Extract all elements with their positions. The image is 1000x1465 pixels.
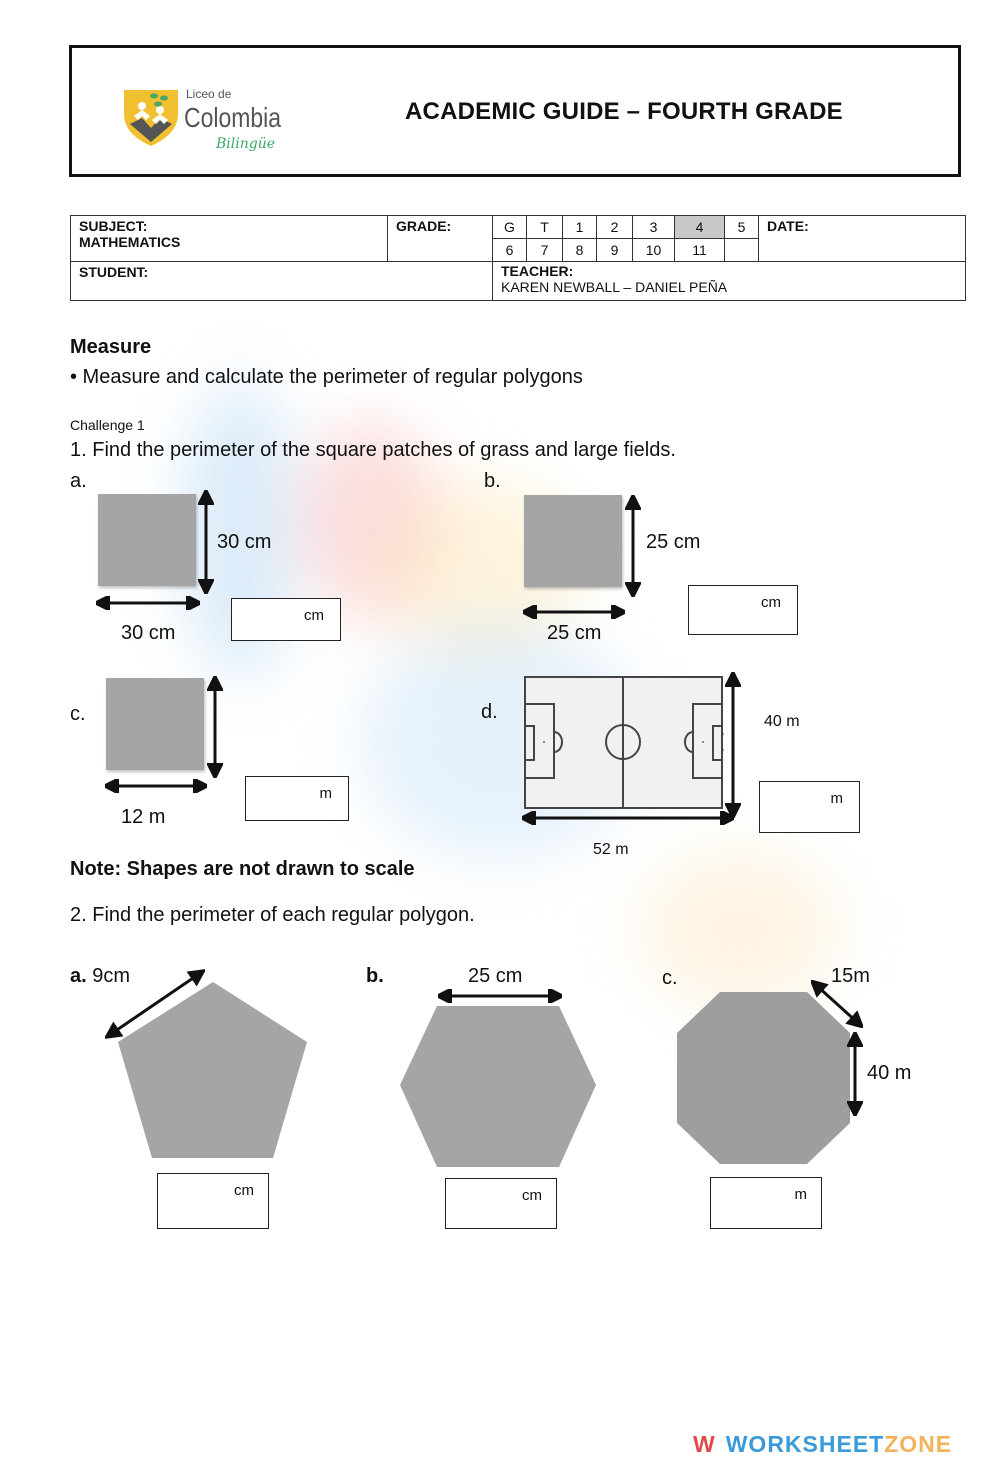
answer-box-2a[interactable] (157, 1173, 269, 1229)
item-1b-label: b. (484, 470, 501, 492)
logo-text-colombia: Colombia (184, 102, 281, 133)
side-label-horizontal: 12 m (121, 806, 166, 828)
grade-option[interactable]: 3 (633, 216, 675, 239)
note-text: Note: Shapes are not drawn to scale (70, 858, 415, 880)
answer-unit: cm (761, 594, 781, 611)
square-shape (98, 494, 196, 586)
worksheetzone-logo[interactable] (693, 1431, 952, 1458)
answer-unit: cm (522, 1187, 542, 1204)
grade-option[interactable]: G (493, 216, 527, 239)
side-label-vertical: 40 m (764, 713, 800, 730)
item-2a-label: a. (70, 965, 87, 987)
side-label-horizontal: 52 m (593, 841, 629, 858)
grade-label: GRADE: (388, 216, 493, 262)
vertical-dimension-arrow-icon (625, 495, 641, 597)
vertical-dimension-arrow-icon (198, 490, 214, 594)
square-shape (524, 495, 622, 587)
item-1d-label: d. (481, 701, 498, 723)
section-heading: Measure (70, 336, 152, 358)
logo-text-liceo: Liceo de (186, 87, 232, 101)
square-shape (106, 678, 204, 770)
item-1c-label: c. (70, 703, 86, 725)
subject-cell (71, 216, 388, 262)
horizontal-dimension-arrow-icon (523, 605, 625, 619)
answer-box-1c[interactable] (245, 776, 349, 821)
school-shield-logo-icon (120, 84, 182, 148)
answer-unit: cm (304, 607, 324, 624)
w-logo-icon: W (693, 1431, 716, 1457)
subject-value: MATHEMATICS (79, 234, 181, 250)
subject-label: SUBJECT: (79, 218, 148, 234)
teacher-value: KAREN NEWBALL – DANIEL PEÑA (501, 279, 728, 295)
brand-part-1: WORKSHEET (725, 1431, 885, 1457)
brand-part-2: ZONE (884, 1431, 953, 1457)
side-label: 9cm (92, 965, 131, 987)
teacher-label: TEACHER: (501, 263, 574, 279)
logo-text-bilingue: Bilingüe (216, 136, 276, 152)
octagon-shape (676, 991, 851, 1165)
grade-option[interactable]: 8 (563, 239, 597, 262)
item-2c-label: c. (662, 967, 678, 989)
item-1a-label: a. (70, 470, 87, 492)
info-table (70, 215, 966, 301)
horizontal-dimension-arrow-icon (105, 779, 207, 793)
side-label: 25 cm (468, 965, 523, 987)
student-field[interactable] (71, 262, 493, 301)
vertical-dimension-arrow-icon (847, 1032, 863, 1116)
grade-option-selected[interactable]: 4 (675, 216, 725, 239)
side-label-horizontal: 30 cm (121, 622, 176, 644)
grade-option[interactable]: 11 (675, 239, 725, 262)
answer-box-1d[interactable] (759, 781, 860, 833)
answer-box-2b[interactable] (445, 1178, 557, 1229)
horizontal-dimension-arrow-icon (438, 989, 562, 1003)
grade-option[interactable]: 7 (527, 239, 563, 262)
date-field[interactable] (759, 216, 966, 262)
objective-bullet: • Measure and calculate the perimeter of regular polygons (70, 366, 583, 388)
challenge-label: Challenge 1 (70, 417, 145, 433)
side-label-vertical: 30 cm (217, 531, 272, 553)
grade-option[interactable]: 2 (597, 216, 633, 239)
pentagon-shape (115, 980, 310, 1160)
horizontal-dimension-arrow-icon (96, 596, 200, 610)
grade-option-empty (725, 239, 759, 262)
side-label-diagonal: 15m (831, 965, 870, 987)
date-label: DATE: (767, 218, 809, 234)
answer-unit: m (794, 1186, 807, 1203)
grade-option[interactable]: 9 (597, 239, 633, 262)
answer-box-1b[interactable] (688, 585, 798, 635)
hexagon-shape (399, 1005, 597, 1168)
answer-box-2c[interactable] (710, 1177, 822, 1229)
grade-option[interactable]: 1 (563, 216, 597, 239)
horizontal-dimension-arrow-icon (522, 811, 734, 825)
answer-unit: m (830, 790, 843, 807)
grade-option[interactable]: 10 (633, 239, 675, 262)
grade-option[interactable]: T (527, 216, 563, 239)
answer-unit: m (319, 785, 332, 802)
side-label-vertical: 40 m (867, 1062, 912, 1084)
vertical-dimension-arrow-icon (207, 676, 223, 778)
item-2b-label: b. (366, 965, 384, 987)
side-label-horizontal: 25 cm (547, 622, 602, 644)
side-label-vertical: 25 cm (646, 531, 701, 553)
soccer-field-icon (524, 676, 724, 810)
vertical-dimension-arrow-icon (725, 672, 741, 818)
answer-unit: cm (234, 1182, 254, 1199)
page-title: ACADEMIC GUIDE – FOURTH GRADE (405, 98, 843, 125)
teacher-cell (493, 262, 966, 301)
student-label: STUDENT: (79, 264, 149, 280)
grade-option[interactable]: 6 (493, 239, 527, 262)
question-2-prompt: 2. Find the perimeter of each regular polygon. (70, 904, 475, 926)
answer-box-1a[interactable] (231, 598, 341, 641)
grade-option[interactable]: 5 (725, 216, 759, 239)
question-1-prompt: 1. Find the perimeter of the square patches of grass and large fields. (70, 439, 676, 461)
